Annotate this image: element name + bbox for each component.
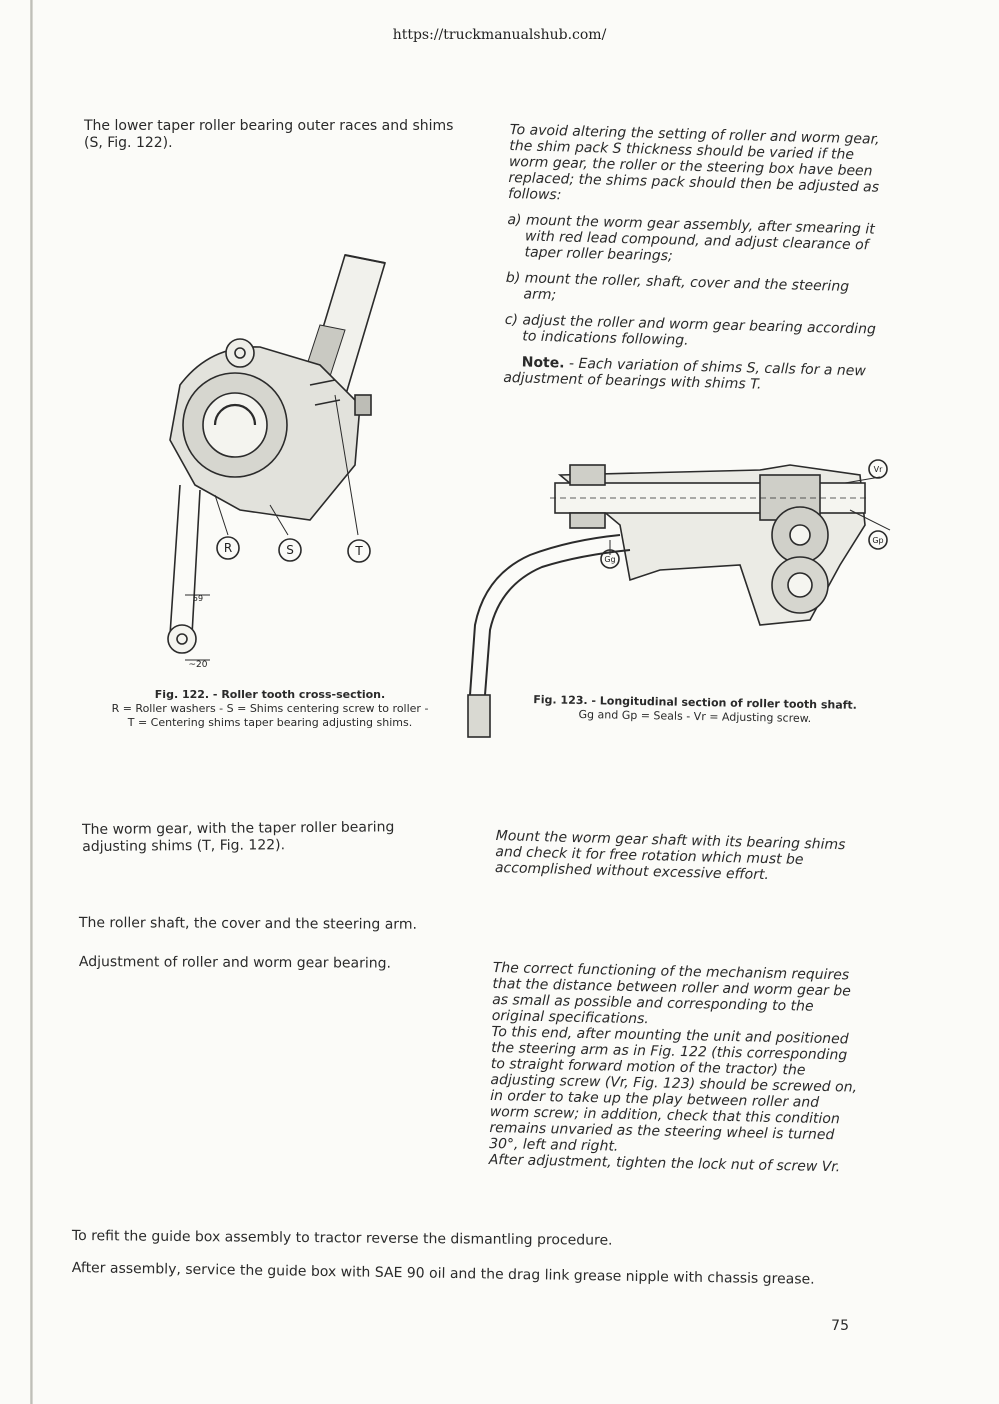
step-c: c) adjust the roller and worm gear bearing according to indications following. [504,311,877,349]
figure-122-caption [80,688,460,730]
note-label: Note. [521,354,565,372]
text-lower-bearing: The lower taper roller bearing outer races and shims (S, Fig. 122). [84,118,454,151]
label-gp: Gp [872,536,884,545]
functioning-p1: The correct functioning of the mechanism requires that the distance between roller and worm gear be as small as possible and corresponding to the original specifications. [491,960,852,1028]
page-binding-edge [30,0,33,1404]
functioning-section [489,960,863,1176]
text-adjustment-heading: Adjustment of roller and worm gear bearing. [78,954,392,972]
text-service: After assembly, service the guide box with SAE 90 oil and the drag link grease nipple with chassis grease. [71,1260,815,1288]
figure-122-diagram [140,235,480,675]
step-a: a) mount the worm gear assembly, after smearing it with red lead compound, and adjust clearance of taper roller bearings; [507,211,875,265]
text-refit: To refit the guide box assembly to tractor reverse the dismantling procedure. [71,1228,613,1249]
label-vr: Vr [873,465,883,474]
callout-s: S [286,543,294,557]
functioning-p2: To this end, after mounting the unit and positioned the steering arm as in Fig. 122 (this corresponding to straight forward motion of the tractor) the adjusting screw (Vr, Fig. 123) should be screwed on, in order to take up the play between roller and worm screw; in addition, check that this condition remains unvaried as the steering wheel is turned 30°, left and right. [488,1023,858,1155]
callout-r: R [223,541,233,555]
text-worm-gear: The worm gear, with the taper roller bearing adjusting shims (T, Fig. 122). [82,819,395,855]
dim-59: 59 [192,594,204,603]
fig123-title: Fig. 123. - Longitudinal section of roller tooth shaft. [533,693,858,712]
fig122-title: Fig. 122. - Roller tooth cross-section. [154,688,386,701]
note [503,354,884,396]
source-url: https://truckmanualshub.com/ [392,27,607,43]
fig122-legend-1: R = Roller washers - S = Shims centering screw to roller - [111,702,429,715]
dim-20: ~20 [188,660,208,670]
shim-instructions [503,122,890,396]
callout-t: T [355,544,363,558]
text-roller-shaft: The roller shaft, the cover and the steering arm. [78,915,417,933]
shim-intro: To avoid altering the setting of roller and worm gear, the shim pack S thickness should be varied if the worm gear, the roller or the steering box have been replaced; the shims pack should then be adjusted as follows: [507,122,880,204]
step-b: b) mount the roller, shaft, cover and the steering arm; [505,269,850,304]
label-gg: Gg [604,555,616,564]
note-text: - Each variation of shims S, calls for a new adjustment of bearings with shims T. [503,355,867,393]
page-number: 75 [831,1318,849,1334]
fig123-legend: Gg and Gp = Seals - Vr = Adjusting screw. [578,707,812,726]
fig122-legend-2: T = Centering shims taper bearing adjusting shims. [127,716,413,729]
text-mount-shaft: Mount the worm gear shaft with its bearing shims and check it for free rotation which must be accomplished without excessive effort. [494,828,846,884]
functioning-p3: After adjustment, tighten the lock nut of screw Vr. [488,1151,841,1176]
